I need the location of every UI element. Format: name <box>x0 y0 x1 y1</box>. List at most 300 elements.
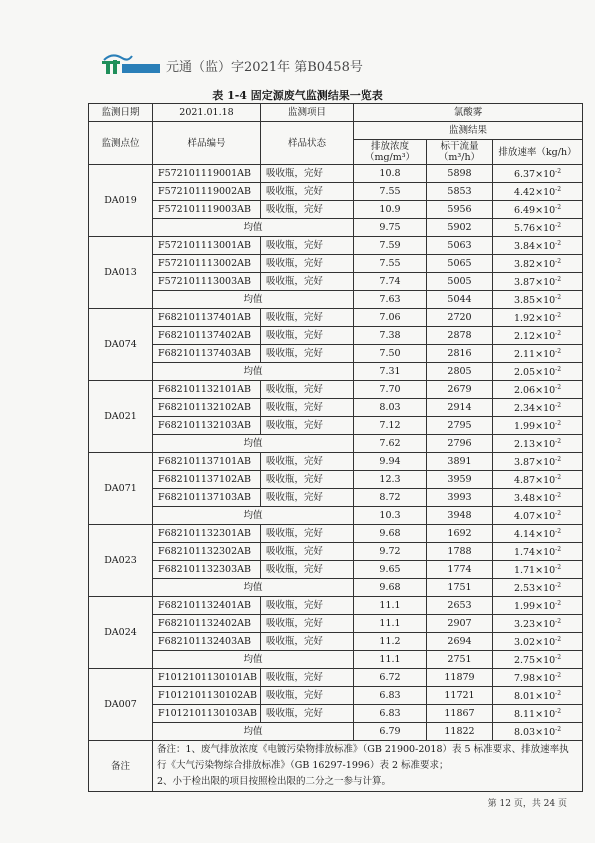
emission-rate <box>493 633 583 651</box>
emission-concentration: 7.59 <box>354 237 427 255</box>
rate-mantissa: 2.75 <box>513 655 536 667</box>
table-row <box>89 633 583 651</box>
times-ten: ×10 <box>535 511 556 523</box>
rate-mantissa: 7.98 <box>513 673 536 685</box>
emission-concentration: 8.03 <box>354 399 427 417</box>
sample-state: 吸收瓶，完好 <box>261 255 354 273</box>
average-row <box>89 435 583 453</box>
table-row <box>89 669 583 687</box>
table-row <box>89 525 583 543</box>
rate-exponent: -2 <box>555 420 562 428</box>
emission-rate <box>493 273 583 291</box>
average-row <box>89 651 583 669</box>
sample-id: F682101132102AB <box>153 399 261 417</box>
emission-rate <box>493 453 583 471</box>
emission-rate <box>493 597 583 615</box>
table-row <box>89 561 583 579</box>
table-row <box>89 183 583 201</box>
document-header <box>98 50 518 78</box>
flow-unit: （m³/h） <box>438 152 481 163</box>
table-row <box>89 381 583 399</box>
sample-state: 吸收瓶，完好 <box>261 525 354 543</box>
rate-exponent: -2 <box>555 726 562 734</box>
average-label: 均值 <box>153 219 354 237</box>
sample-state: 吸收瓶，完好 <box>261 453 354 471</box>
sample-id: F682101137102AB <box>153 471 261 489</box>
rate-exponent: -2 <box>555 294 562 302</box>
standard-flow: 5956 <box>427 201 493 219</box>
emission-rate <box>493 345 583 363</box>
table-row <box>89 273 583 291</box>
rate-mantissa: 8.03 <box>513 727 536 739</box>
times-ten: ×10 <box>535 223 556 235</box>
note-label: 备注 <box>89 741 153 792</box>
sample-id: F1012101130102AB <box>153 687 261 705</box>
sample-id: F682101132402AB <box>153 615 261 633</box>
date-label: 监测日期 <box>89 104 153 122</box>
rate-exponent: -2 <box>555 672 562 680</box>
monitoring-point: DA024 <box>89 597 153 669</box>
emission-rate <box>493 237 583 255</box>
sample-id: F682101137101AB <box>153 453 261 471</box>
standard-flow: 11879 <box>427 669 493 687</box>
emission-rate <box>493 543 583 561</box>
sample-state: 吸收瓶，完好 <box>261 543 354 561</box>
rate-exponent: -2 <box>555 204 562 212</box>
emission-concentration: 7.12 <box>354 417 427 435</box>
emission-concentration: 9.72 <box>354 543 427 561</box>
sample-state: 吸收瓶，完好 <box>261 471 354 489</box>
average-flow: 2751 <box>427 651 493 669</box>
times-ten: ×10 <box>535 295 556 307</box>
times-ten: ×10 <box>535 277 556 289</box>
emission-concentration: 6.72 <box>354 669 427 687</box>
emission-rate <box>493 183 583 201</box>
emission-concentration: 6.83 <box>354 705 427 723</box>
sample-id: F682101137401AB <box>153 309 261 327</box>
table-row <box>89 543 583 561</box>
sample-state: 吸收瓶，完好 <box>261 633 354 651</box>
note-line: 2、小于检出限的项目按照检出限的二分之一参与计算。 <box>157 776 392 787</box>
emission-concentration: 9.94 <box>354 453 427 471</box>
results-label: 监测结果 <box>354 122 583 140</box>
rate-mantissa: 3.84 <box>513 241 536 253</box>
emission-rate <box>493 525 583 543</box>
average-concentration: 7.31 <box>354 363 427 381</box>
page-number: 第 12 页，共 24 页 <box>487 799 567 809</box>
times-ten: ×10 <box>535 619 556 631</box>
results-table <box>88 103 583 792</box>
monitoring-point: DA071 <box>89 453 153 525</box>
table-title: 表 1-4 固定源废气监测结果一览表 <box>212 89 383 102</box>
emission-rate <box>493 561 583 579</box>
sample-id: F682101132303AB <box>153 561 261 579</box>
rate-mantissa: 1.92 <box>513 313 536 325</box>
emission-rate <box>493 201 583 219</box>
times-ten: ×10 <box>535 673 556 685</box>
rate-exponent: -2 <box>555 240 562 248</box>
standard-flow: 1692 <box>427 525 493 543</box>
sample-no-label: 样品编号 <box>153 122 261 165</box>
sample-state: 吸收瓶，完好 <box>261 705 354 723</box>
table-row-header <box>89 122 583 140</box>
sample-state: 吸收瓶，完好 <box>261 327 354 345</box>
average-flow: 2796 <box>427 435 493 453</box>
rate-exponent: -2 <box>555 654 562 662</box>
average-row <box>89 219 583 237</box>
emission-rate <box>493 489 583 507</box>
table-row <box>89 687 583 705</box>
average-rate <box>493 435 583 453</box>
table-row <box>89 417 583 435</box>
times-ten: ×10 <box>535 205 556 217</box>
emission-concentration: 10.8 <box>354 165 427 183</box>
rate-exponent: -2 <box>555 402 562 410</box>
times-ten: ×10 <box>535 493 556 505</box>
company-logo <box>98 50 162 78</box>
standard-flow: 11867 <box>427 705 493 723</box>
sample-state: 吸收瓶，完好 <box>261 669 354 687</box>
standard-flow: 3993 <box>427 489 493 507</box>
rate-mantissa: 2.06 <box>513 385 536 397</box>
standard-flow: 3959 <box>427 471 493 489</box>
times-ten: ×10 <box>535 529 556 541</box>
note-row <box>89 741 583 792</box>
emission-rate <box>493 255 583 273</box>
rate-exponent: -2 <box>555 438 562 446</box>
sample-state: 吸收瓶，完好 <box>261 417 354 435</box>
standard-flow: 2720 <box>427 309 493 327</box>
emission-concentration: 9.68 <box>354 525 427 543</box>
times-ten: ×10 <box>535 259 556 271</box>
standard-flow: 11721 <box>427 687 493 705</box>
rate-mantissa: 8.11 <box>513 709 536 721</box>
sample-id: F682101132301AB <box>153 525 261 543</box>
average-rate <box>493 651 583 669</box>
rate-exponent: -2 <box>555 474 562 482</box>
average-concentration: 10.3 <box>354 507 427 525</box>
times-ten: ×10 <box>535 547 556 559</box>
average-row <box>89 579 583 597</box>
times-ten: ×10 <box>535 583 556 595</box>
rate-mantissa: 4.14 <box>513 529 536 541</box>
standard-flow: 2679 <box>427 381 493 399</box>
rate-mantissa: 2.34 <box>513 403 536 415</box>
emission-concentration: 7.06 <box>354 309 427 327</box>
rate-mantissa: 2.05 <box>513 367 536 379</box>
report-number: 元通（监）字2021年 第B0458号 <box>166 60 363 75</box>
emission-concentration: 7.55 <box>354 183 427 201</box>
emission-concentration: 11.1 <box>354 597 427 615</box>
average-label: 均值 <box>153 723 354 741</box>
sample-state: 吸收瓶，完好 <box>261 561 354 579</box>
sample-id: F682101132403AB <box>153 633 261 651</box>
rate-mantissa: 3.85 <box>513 295 536 307</box>
rate-mantissa: 1.99 <box>513 601 536 613</box>
times-ten: ×10 <box>535 601 556 613</box>
table-row <box>89 255 583 273</box>
emission-concentration: 6.83 <box>354 687 427 705</box>
standard-flow: 2914 <box>427 399 493 417</box>
times-ten: ×10 <box>535 439 556 451</box>
rate-mantissa: 1.99 <box>513 421 536 433</box>
rate-mantissa: 3.48 <box>513 493 536 505</box>
rate-mantissa: 6.37 <box>513 169 536 181</box>
sample-state-label: 样品状态 <box>261 122 354 165</box>
emission-concentration: 7.55 <box>354 255 427 273</box>
times-ten: ×10 <box>535 313 556 325</box>
average-flow: 2805 <box>427 363 493 381</box>
sample-id: F572101119001AB <box>153 165 261 183</box>
average-concentration: 6.79 <box>354 723 427 741</box>
rate-exponent: -2 <box>555 330 562 338</box>
table-row <box>89 705 583 723</box>
average-concentration: 9.68 <box>354 579 427 597</box>
point-label: 监测点位 <box>89 122 153 165</box>
rate-exponent: -2 <box>555 492 562 500</box>
sample-state: 吸收瓶，完好 <box>261 399 354 417</box>
emission-concentration: 11.1 <box>354 615 427 633</box>
rate-exponent: -2 <box>555 222 562 230</box>
emission-concentration: 11.2 <box>354 633 427 651</box>
average-concentration: 7.63 <box>354 291 427 309</box>
times-ten: ×10 <box>535 187 556 199</box>
rate-exponent: -2 <box>555 618 562 626</box>
rate-mantissa: 5.76 <box>513 223 536 235</box>
emission-rate <box>493 381 583 399</box>
sample-id: F572101113003AB <box>153 273 261 291</box>
times-ten: ×10 <box>535 709 556 721</box>
times-ten: ×10 <box>535 727 556 739</box>
rate-mantissa: 2.12 <box>513 331 536 343</box>
table-row <box>89 399 583 417</box>
sample-state: 吸收瓶，完好 <box>261 237 354 255</box>
rate-exponent: -2 <box>555 510 562 518</box>
rate-exponent: -2 <box>555 384 562 392</box>
average-label: 均值 <box>153 651 354 669</box>
rate-exponent: -2 <box>555 276 562 284</box>
rate-exponent: -2 <box>555 258 562 266</box>
emission-concentration: 7.38 <box>354 327 427 345</box>
times-ten: ×10 <box>535 655 556 667</box>
standard-flow: 1774 <box>427 561 493 579</box>
average-rate <box>493 219 583 237</box>
table-row <box>89 165 583 183</box>
emission-concentration: 7.70 <box>354 381 427 399</box>
concentration-unit: （mg/m³） <box>364 152 416 163</box>
rate-mantissa: 2.11 <box>513 349 536 361</box>
table-row <box>89 327 583 345</box>
table-row <box>89 489 583 507</box>
emission-rate <box>493 705 583 723</box>
times-ten: ×10 <box>535 331 556 343</box>
emission-concentration: 8.72 <box>354 489 427 507</box>
rate-exponent: -2 <box>555 582 562 590</box>
sample-id: F572101113002AB <box>153 255 261 273</box>
table-row <box>89 597 583 615</box>
emission-rate <box>493 615 583 633</box>
sample-id: F572101119002AB <box>153 183 261 201</box>
rate-exponent: -2 <box>555 636 562 644</box>
standard-flow: 5898 <box>427 165 493 183</box>
sample-id: F682101132101AB <box>153 381 261 399</box>
average-row <box>89 363 583 381</box>
sample-state: 吸收瓶，完好 <box>261 309 354 327</box>
table-row <box>89 309 583 327</box>
average-rate <box>493 579 583 597</box>
average-flow: 11822 <box>427 723 493 741</box>
rate-exponent: -2 <box>555 168 562 176</box>
rate-mantissa: 3.23 <box>513 619 536 631</box>
times-ten: ×10 <box>535 637 556 649</box>
monitoring-point: DA019 <box>89 165 153 237</box>
rate-mantissa: 1.74 <box>513 547 536 559</box>
table-row <box>89 201 583 219</box>
average-rate <box>493 363 583 381</box>
standard-flow: 2878 <box>427 327 493 345</box>
sample-state: 吸收瓶，完好 <box>261 345 354 363</box>
average-flow: 1751 <box>427 579 493 597</box>
rate-mantissa: 2.13 <box>513 439 536 451</box>
times-ten: ×10 <box>535 565 556 577</box>
standard-flow: 5063 <box>427 237 493 255</box>
rate-mantissa: 3.02 <box>513 637 536 649</box>
table-row <box>89 237 583 255</box>
rate-exponent: -2 <box>555 186 562 194</box>
rate-exponent: -2 <box>555 564 562 572</box>
rate-mantissa: 3.87 <box>513 277 536 289</box>
times-ten: ×10 <box>535 241 556 253</box>
sample-id: F572101113001AB <box>153 237 261 255</box>
rate-exponent: -2 <box>555 366 562 374</box>
standard-flow: 2694 <box>427 633 493 651</box>
standard-flow: 5005 <box>427 273 493 291</box>
average-label: 均值 <box>153 363 354 381</box>
times-ten: ×10 <box>535 367 556 379</box>
sample-id: F682101137103AB <box>153 489 261 507</box>
sample-state: 吸收瓶，完好 <box>261 201 354 219</box>
rate-mantissa: 3.87 <box>513 457 536 469</box>
monitoring-point: DA007 <box>89 669 153 741</box>
sample-state: 吸收瓶，完好 <box>261 615 354 633</box>
rate-exponent: -2 <box>555 312 562 320</box>
times-ten: ×10 <box>535 457 556 469</box>
times-ten: ×10 <box>535 475 556 487</box>
sample-state: 吸收瓶，完好 <box>261 381 354 399</box>
average-flow: 5902 <box>427 219 493 237</box>
monitoring-point: DA074 <box>89 309 153 381</box>
emission-concentration: 12.3 <box>354 471 427 489</box>
rate-exponent: -2 <box>555 708 562 716</box>
sample-id: F682101132103AB <box>153 417 261 435</box>
sample-id: F1012101130103AB <box>153 705 261 723</box>
standard-flow: 5065 <box>427 255 493 273</box>
standard-flow: 2795 <box>427 417 493 435</box>
rate-mantissa: 4.87 <box>513 475 536 487</box>
average-label: 均值 <box>153 507 354 525</box>
table-row <box>89 471 583 489</box>
flow-header <box>427 140 493 165</box>
rate-exponent: -2 <box>555 528 562 536</box>
average-label: 均值 <box>153 291 354 309</box>
times-ten: ×10 <box>535 691 556 703</box>
emission-concentration: 7.50 <box>354 345 427 363</box>
average-rate <box>493 723 583 741</box>
standard-flow: 1788 <box>427 543 493 561</box>
times-ten: ×10 <box>535 403 556 415</box>
flow-label: 标干流量 <box>440 141 479 152</box>
sample-state: 吸收瓶，完好 <box>261 273 354 291</box>
item-value: 氯酸雾 <box>354 104 583 122</box>
table-row <box>89 615 583 633</box>
average-flow: 3948 <box>427 507 493 525</box>
standard-flow: 2653 <box>427 597 493 615</box>
average-row <box>89 723 583 741</box>
emission-rate <box>493 309 583 327</box>
monitoring-point: DA023 <box>89 525 153 597</box>
emission-rate <box>493 327 583 345</box>
standard-flow: 2907 <box>427 615 493 633</box>
average-row <box>89 291 583 309</box>
rate-mantissa: 4.42 <box>513 187 536 199</box>
sample-id: F682101137403AB <box>153 345 261 363</box>
rate-mantissa: 6.49 <box>513 205 536 217</box>
average-concentration: 7.62 <box>354 435 427 453</box>
average-label: 均值 <box>153 435 354 453</box>
concentration-header <box>354 140 427 165</box>
average-label: 均值 <box>153 579 354 597</box>
average-concentration: 9.75 <box>354 219 427 237</box>
sample-id: F572101119003AB <box>153 201 261 219</box>
sample-state: 吸收瓶，完好 <box>261 687 354 705</box>
emission-rate <box>493 165 583 183</box>
rate-mantissa: 4.07 <box>513 511 536 523</box>
rate-mantissa: 1.71 <box>513 565 536 577</box>
standard-flow: 5853 <box>427 183 493 201</box>
times-ten: ×10 <box>535 385 556 397</box>
sample-state: 吸收瓶，完好 <box>261 489 354 507</box>
emission-rate <box>493 399 583 417</box>
rate-exponent: -2 <box>555 546 562 554</box>
rate-exponent: -2 <box>555 348 562 356</box>
rate-mantissa: 2.53 <box>513 583 536 595</box>
times-ten: ×10 <box>535 421 556 433</box>
sample-id: F1012101130101AB <box>153 669 261 687</box>
table-row-date <box>89 104 583 122</box>
monitoring-point: DA013 <box>89 237 153 309</box>
sample-id: F682101132401AB <box>153 597 261 615</box>
table-row <box>89 345 583 363</box>
sample-id: F682101132302AB <box>153 543 261 561</box>
table-row <box>89 453 583 471</box>
rate-header: 排放速率（kg/h） <box>493 140 583 165</box>
sample-state: 吸收瓶，完好 <box>261 597 354 615</box>
average-concentration: 11.1 <box>354 651 427 669</box>
emission-rate <box>493 669 583 687</box>
standard-flow: 3891 <box>427 453 493 471</box>
rate-exponent: -2 <box>555 456 562 464</box>
emission-rate <box>493 687 583 705</box>
date-value: 2021.01.18 <box>153 104 261 122</box>
emission-rate <box>493 471 583 489</box>
times-ten: ×10 <box>535 349 556 361</box>
note-line: 备注：1、废气排放浓度《电镀污染物排放标准》（GB 21900-2018）表 5 标准要求、排放速率执行《大气污染物综合排放标准》（GB 16297-1996）表 2 标准要求； <box>157 744 569 771</box>
emission-concentration: 9.65 <box>354 561 427 579</box>
standard-flow: 2816 <box>427 345 493 363</box>
rate-exponent: -2 <box>555 600 562 608</box>
sample-state: 吸收瓶，完好 <box>261 165 354 183</box>
average-flow: 5044 <box>427 291 493 309</box>
